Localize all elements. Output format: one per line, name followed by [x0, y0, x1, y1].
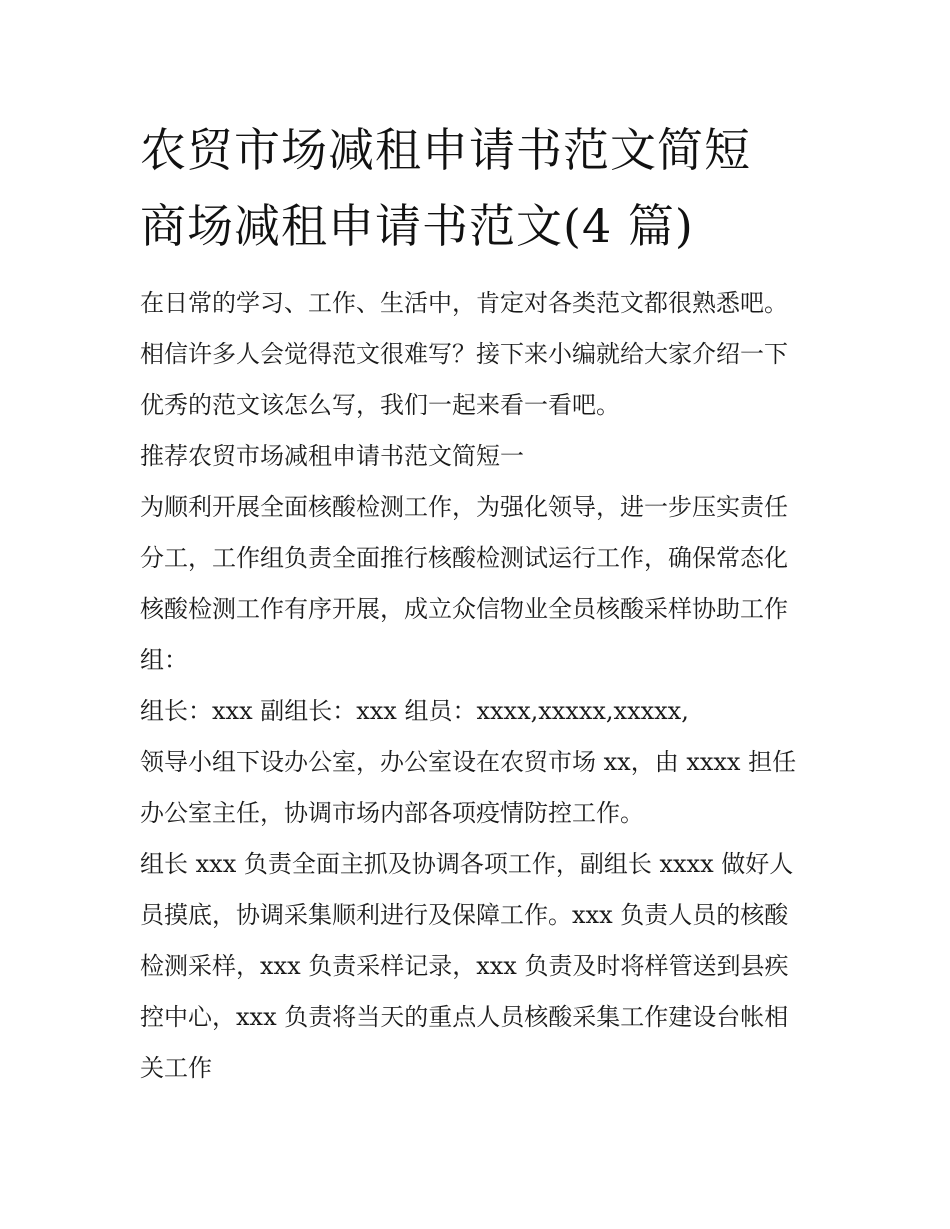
document-body — [140, 278, 820, 1094]
document-title — [140, 112, 820, 264]
title-line-1: 农贸市场减租申请书范文简短 — [140, 123, 751, 177]
body-line: 分工，工作组负责全面推行核酸检测试运行工作，确保常态化 — [140, 544, 788, 572]
body-line: 员摸底，协调采集顺利进行及保障工作。xxx 负责人员的核酸 — [140, 901, 789, 929]
body-line: 相信许多人会觉得范文很难写？接下来小编就给大家介绍一下 — [140, 340, 788, 368]
body-line: 控中心，xxx 负责将当天的重点人员核酸采集工作建设台帐相 — [140, 1003, 789, 1031]
body-line: 优秀的范文该怎么写，我们一起来看一看吧。 — [140, 391, 620, 419]
body-line: 组长：xxx 副组长：xxx 组员：xxxx,xxxxx,xxxxx, — [140, 697, 689, 725]
body-line: 关工作 — [140, 1054, 212, 1082]
body-line: 办公室主任，协调市场内部各项疫情防控工作。 — [140, 799, 644, 827]
body-line: 为顺利开展全面核酸检测工作，为强化领导，进一步压实责任 — [140, 493, 788, 521]
title-line-2: 商场减租申请书范文(4 篇) — [140, 199, 694, 253]
body-line: 组长 xxx 负责全面主抓及协调各项工作，副组长 xxxx 做好人 — [140, 850, 794, 878]
section-heading: 推荐农贸市场减租申请书范文简短一 — [140, 442, 524, 470]
body-line: 检测采样，xxx 负责采样记录，xxx 负责及时将样管送到县疾 — [140, 952, 789, 980]
body-line: 核酸检测工作有序开展，成立众信物业全员核酸采样协助工作 — [140, 595, 788, 623]
body-line: 领导小组下设办公室，办公室设在农贸市场 xx，由 xxxx 担任 — [140, 748, 797, 776]
body-line: 组： — [140, 646, 188, 674]
body-line: 在日常的学习、工作、生活中，肯定对各类范文都很熟悉吧。 — [140, 289, 788, 317]
